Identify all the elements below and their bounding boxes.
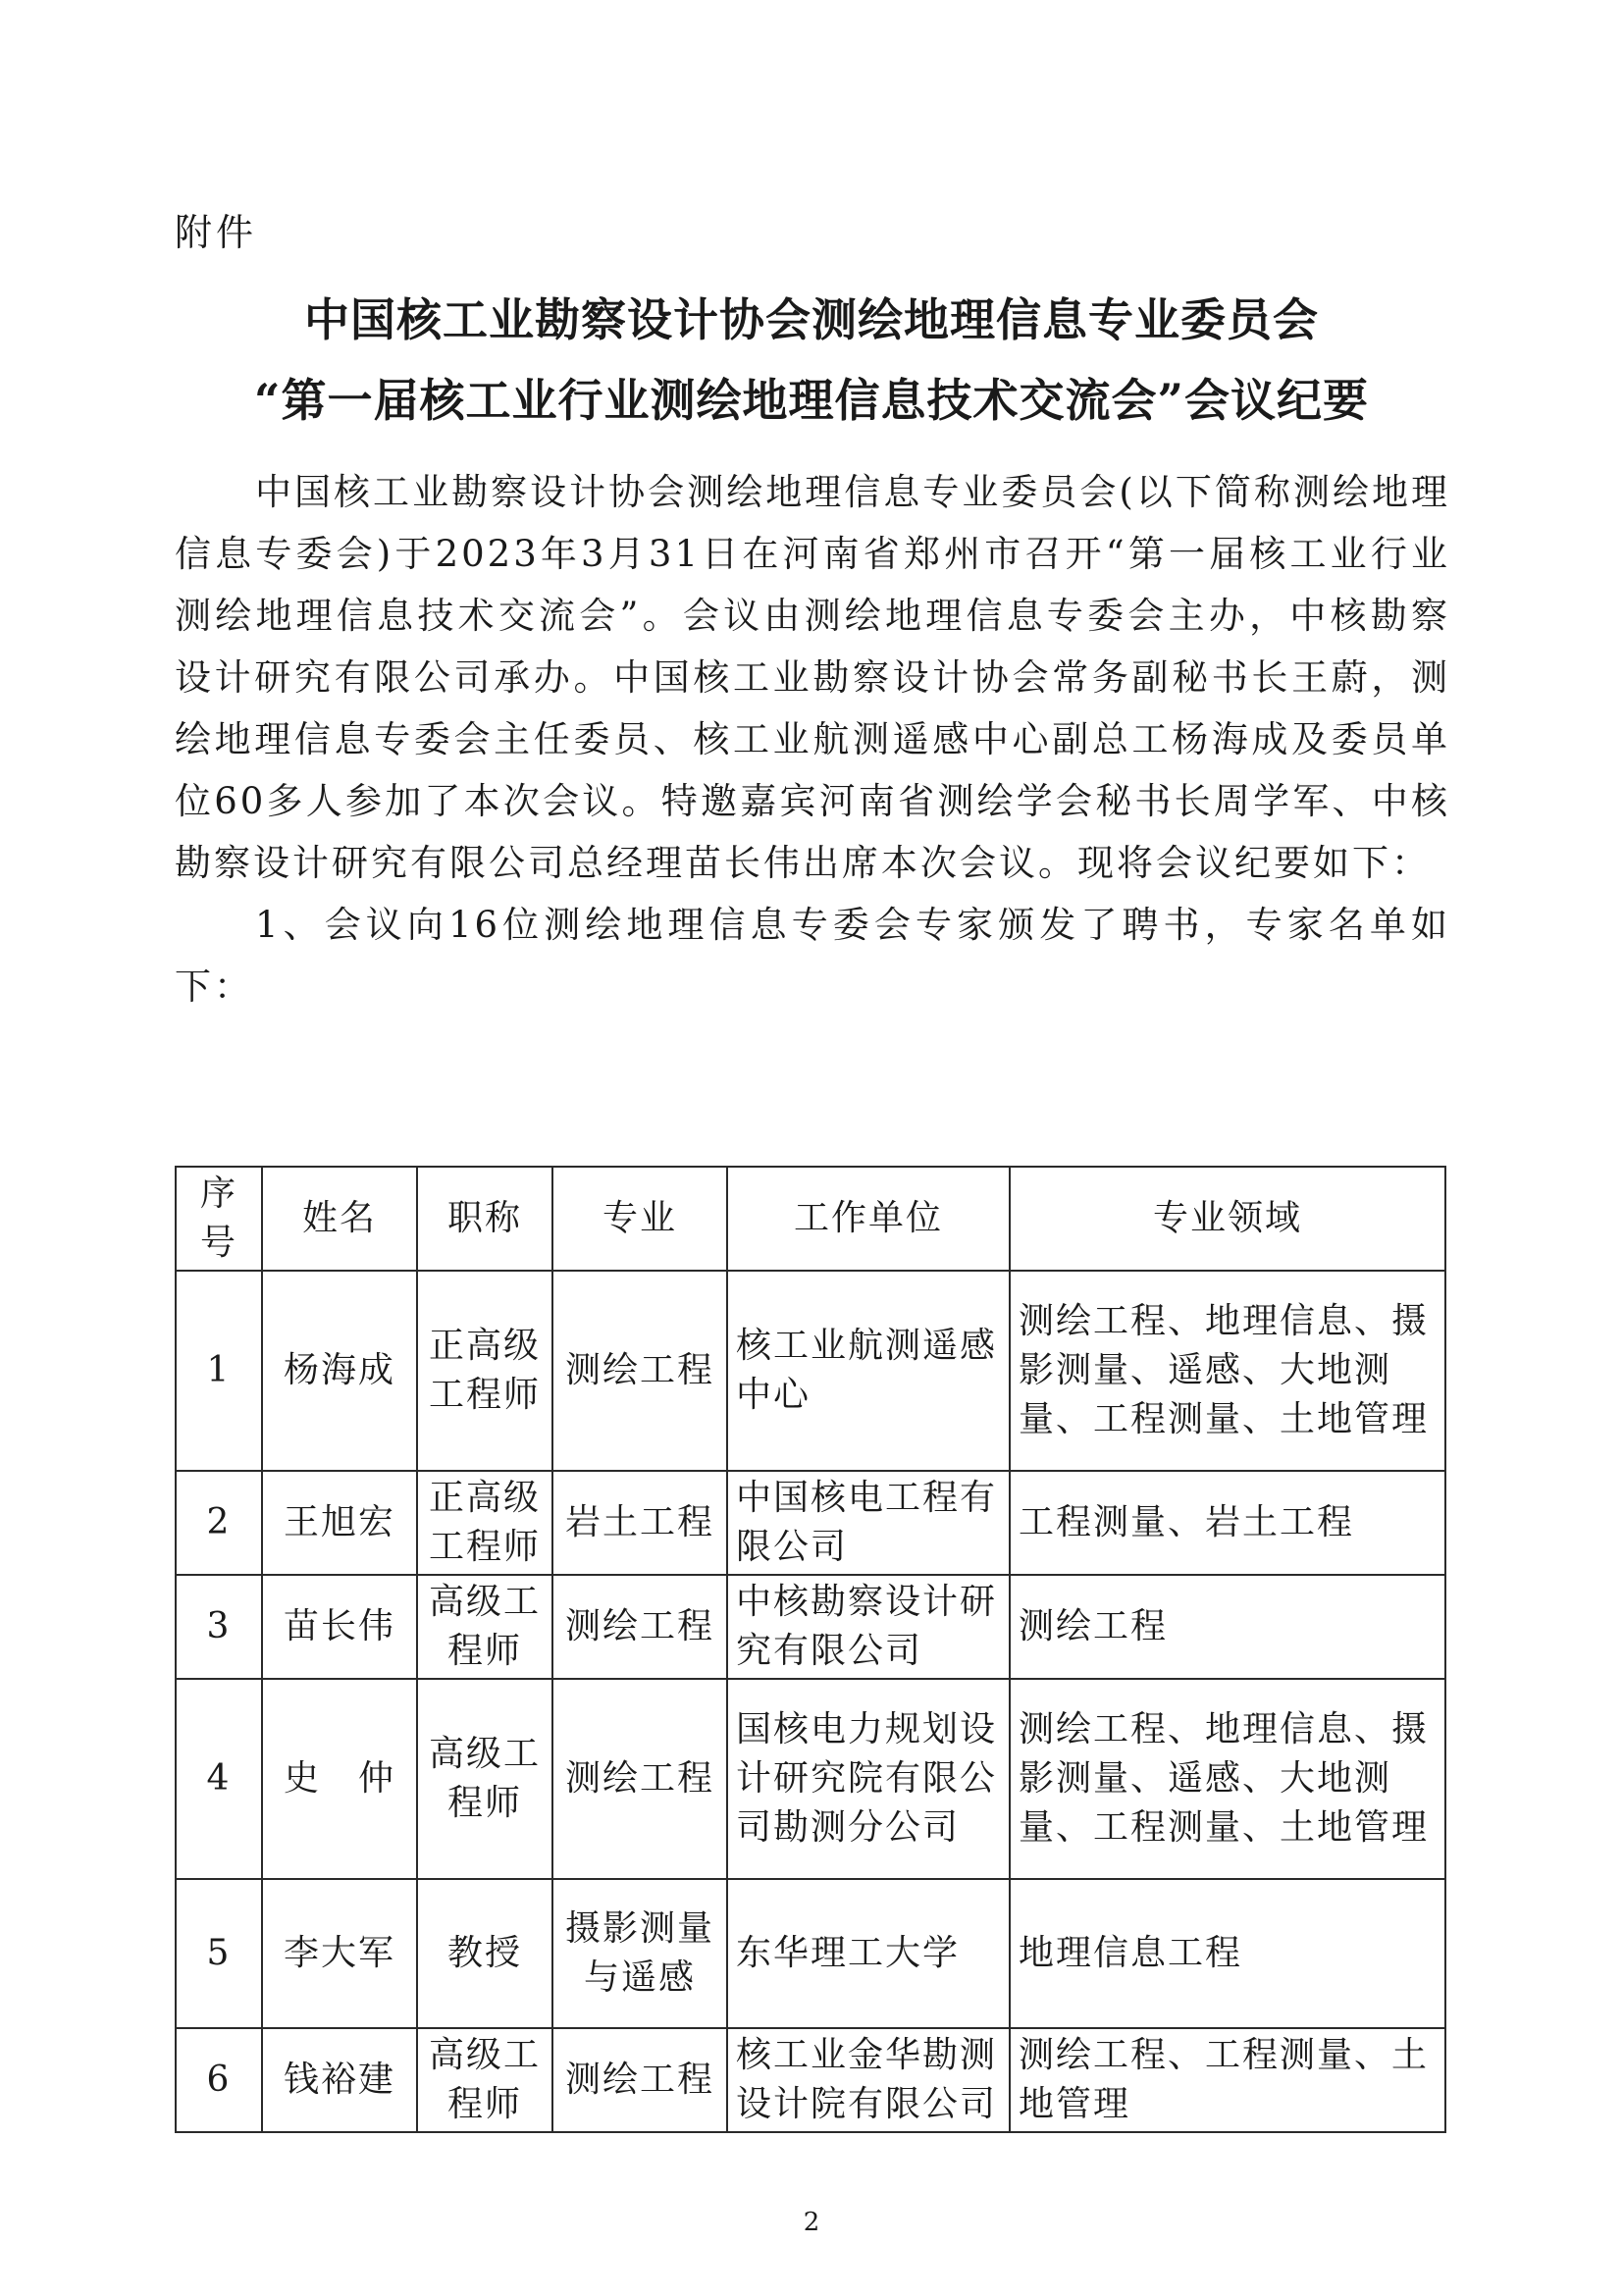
table-header-row [176, 1167, 1445, 1271]
cell-field: 测绘工程、地理信息、摄影测量、遥感、大地测量、工程测量、土地管理 [1010, 1271, 1445, 1471]
cell-no: 4 [176, 1679, 262, 1879]
cell-no: 3 [176, 1575, 262, 1679]
cell-no: 1 [176, 1271, 262, 1471]
cell-title: 高级工程师 [417, 1575, 552, 1679]
table-row [176, 2028, 1445, 2132]
table-row [176, 1679, 1445, 1879]
document-body [175, 461, 1450, 1018]
cell-no: 5 [176, 1879, 262, 2028]
cell-major: 测绘工程 [552, 2028, 727, 2132]
cell-field: 测绘工程 [1010, 1575, 1445, 1679]
cell-field: 工程测量、岩土工程 [1010, 1471, 1445, 1575]
table-row [176, 1271, 1445, 1471]
cell-name: 苗长伟 [262, 1575, 417, 1679]
cell-no: 6 [176, 2028, 262, 2132]
cell-title: 高级工程师 [417, 2028, 552, 2132]
cell-title: 正高级工程师 [417, 1271, 552, 1471]
header-no: 序号 [176, 1167, 262, 1271]
cell-org: 中国核电工程有限公司 [727, 1471, 1010, 1575]
cell-major: 测绘工程 [552, 1575, 727, 1679]
document-title-line2: “第一届核工业行业测绘地理信息技术交流会”会议纪要 [254, 374, 1369, 427]
cell-no: 2 [176, 1471, 262, 1575]
header-org: 工作单位 [727, 1167, 1010, 1271]
cell-name: 李大军 [262, 1879, 417, 2028]
cell-name: 史 仲 [262, 1679, 417, 1879]
table-row [176, 1879, 1445, 2028]
cell-major: 测绘工程 [552, 1271, 727, 1471]
table-row [176, 1575, 1445, 1679]
document-title-line1: 中国核工业勘察设计协会测绘地理信息专业委员会 [304, 293, 1319, 346]
cell-field: 测绘工程、地理信息、摄影测量、遥感、大地测量、工程测量、土地管理 [1010, 1679, 1445, 1879]
table-row [176, 1471, 1445, 1575]
attachment-label: 附件 [175, 211, 258, 254]
cell-name: 杨海成 [262, 1271, 417, 1471]
cell-title: 正高级工程师 [417, 1471, 552, 1575]
cell-org: 中核勘察设计研究有限公司 [727, 1575, 1010, 1679]
cell-field: 地理信息工程 [1010, 1879, 1445, 2028]
cell-title: 教授 [417, 1879, 552, 2028]
cell-major: 岩土工程 [552, 1471, 727, 1575]
header-name: 姓名 [262, 1167, 417, 1271]
intro-paragraph: 中国核工业勘察设计协会测绘地理信息专业委员会(以下简称测绘地理信息专委会)于2023年3月31日在河南省郑州市召开“第一届核工业行业测绘地理信息技术交流会”。会议由测绘地理信息专委会主办，中核勘察设计研究有限公司承办。中国核工业勘察设计协会常务副秘书长王蔚，测绘地理信息专委会主任委员、核工业航测遥感中心副总工杨海成及委员单位60多人参加了本次会议。特邀嘉宾河南省测绘学会秘书长周学军、中核勘察设计研究有限公司总经理苗长伟出席本次会议。现将会议纪要如下： [175, 471, 1450, 884]
item1-paragraph: 1、会议向16位测绘地理信息专委会专家颁发了聘书，专家名单如下： [175, 904, 1450, 1008]
header-field: 专业领域 [1010, 1167, 1445, 1271]
cell-major: 摄影测量与遥感 [552, 1879, 727, 2028]
cell-title: 高级工程师 [417, 1679, 552, 1879]
cell-name: 王旭宏 [262, 1471, 417, 1575]
header-major: 专业 [552, 1167, 727, 1271]
cell-field: 测绘工程、工程测量、土地管理 [1010, 2028, 1445, 2132]
header-title: 职称 [417, 1167, 552, 1271]
cell-org: 核工业航测遥感中心 [727, 1271, 1010, 1471]
cell-name: 钱裕建 [262, 2028, 417, 2132]
expert-table [175, 1166, 1446, 2133]
cell-org: 核工业金华勘测设计院有限公司 [727, 2028, 1010, 2132]
cell-org: 国核电力规划设计研究院有限公司勘测分公司 [727, 1679, 1010, 1879]
cell-major: 测绘工程 [552, 1679, 727, 1879]
page-number: 2 [803, 2208, 820, 2237]
cell-org: 东华理工大学 [727, 1879, 1010, 2028]
